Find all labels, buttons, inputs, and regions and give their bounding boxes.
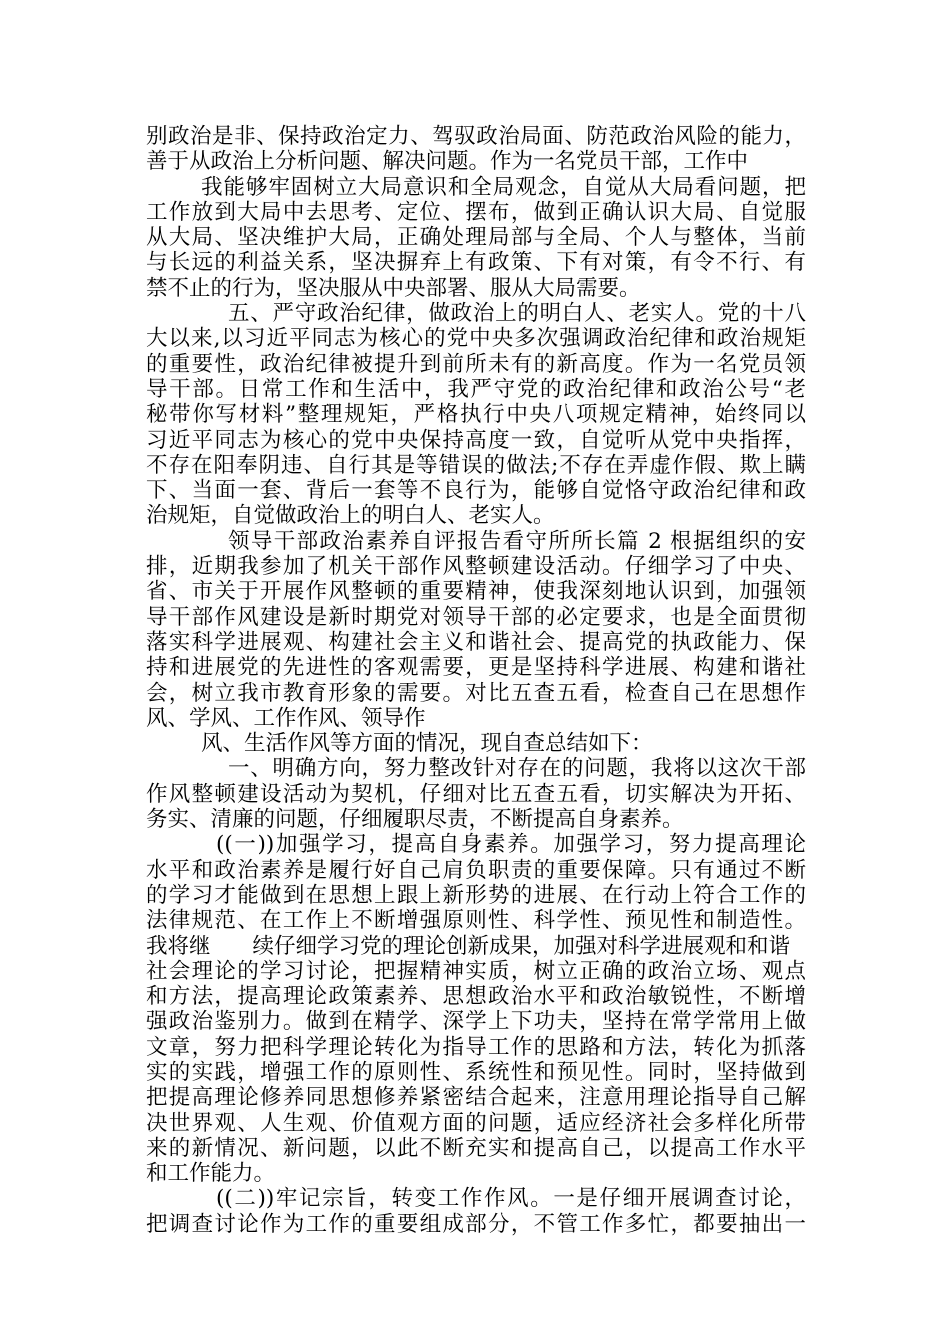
text-line: 务实、清廉的问题，仔细履职尽责，不断提高自身素养。 (146, 807, 684, 833)
text-line: 我能够牢固树立大局意识和全局观念，自觉从大局看问题，把 (201, 174, 806, 200)
text-line: 禁不止的行为，坚决服从中央部署、服从大局需要。 (146, 275, 641, 301)
text-line: 和方法，提高理论政策素养、思想政治水平和政治敏锐性，不断增 (146, 984, 806, 1010)
text-line: 文章，努力把科学理论转化为指导工作的思路和方法，转化为抓落 (146, 1034, 806, 1060)
text-line: ((一))加强学习，提高自身素养。加强学习，努力提高理论 (216, 832, 806, 858)
text-line: 和工作能力。 (146, 1161, 276, 1187)
text-line: 的学习才能做到在思想上跟上新形势的进展、在行动上符合工作的 (146, 882, 806, 908)
text-line: 善于从政治上分析问题、解决问题。作为一名党员干部，工作中 (146, 149, 749, 175)
text-line: 习近平同志为核心的党中央保持高度一致，自觉听从党中央指挥， (146, 427, 806, 453)
text-line: 法律规范、在工作上不断增强原则性、科学性、预见性和制造性。 (146, 908, 806, 934)
text-line: 落实科学进展观、构建社会主义和谐社会、提高党的执政能力、保 (146, 629, 806, 655)
text-line: 工作放到大局中去思考、定位、摆布，做到正确认识大局、自觉服 (146, 199, 806, 225)
text-line: 秘带你写材料”整理规矩，严格执行中央八项规定精神，始终同以 (146, 402, 806, 428)
text-line: 省、市关于开展作风整顿的重要精神，使我深刻地认识到，加强领 (146, 579, 806, 605)
text-line: 强政治鉴别力。做到在精学、深学上下功夫，坚持在常学常用上做 (146, 1009, 806, 1035)
text-line: 与长远的利益关系，坚决摒弃上有政策、下有对策，有令不行、有 (146, 250, 806, 276)
text-line: 治规矩，自觉做政治上的明白人、老实人。 (146, 503, 555, 529)
text-line: 不存在阳奉阴违、自行其是等错误的做法;不存在弄虚作假、欺上瞒 (146, 452, 806, 478)
text-line: 决世界观、人生观、价值观方面的问题，适应经济社会多样化所带 (146, 1110, 806, 1136)
text-line: 别政治是非、保持政治定力、驾驭政治局面、防范政治风险的能力， (146, 124, 806, 149)
text-line: 五、严守政治纪律，做政治上的明白人、老实人。党的十八 (228, 301, 806, 327)
document-body (146, 124, 806, 1237)
text-line: 来的新情况、新问题，以此不断充实和提高自己，以提高工作水平 (146, 1135, 806, 1161)
text-line: 把提高理论修养同思想修养紧密结合起来，注意用理论指导自己解 (146, 1085, 806, 1111)
text-line: 风、生活作风等方面的情况，现自查总结如下： (201, 731, 653, 757)
text-line: 实的实践，增强工作的原则性、系统性和预见性。同时，坚持做到 (146, 1059, 806, 1085)
text-line: 排，近期我参加了机关干部作风整顿建设活动。仔细学习了中央、 (146, 554, 806, 580)
text-line: 一、明确方向，努力整改针对存在的问题，我将以这次干部 (228, 756, 806, 782)
text-fragment: 我将继 (146, 933, 211, 959)
text-line: 水平和政治素养是履行好自己肩负职责的重要保障。只有通过不断 (146, 857, 806, 883)
text-line: 作风整顿建设活动为契机，仔细对比五查五看，切实解决为开拓、 (146, 781, 806, 807)
text-line: 社会理论的学习讨论，把握精神实质，树立正确的政治立场、观点 (146, 958, 806, 984)
text-line: 持和进展党的先进性的客观需要，更是坚持科学进展、构建和谐社 (146, 655, 806, 681)
text-line: 下、当面一套、背后一套等不良行为，能够自觉恪守政治纪律和政 (146, 478, 806, 504)
text-line: 的重要性，政治纪律被提升到前所未有的新高度。作为一名党员领 (146, 351, 806, 377)
text-line: 会，树立我市教育形象的需要。对比五查五看，检查自己在思想作 (146, 680, 806, 706)
text-line: 领导干部政治素养自评报告看守所所长篇 2 根据组织的安 (228, 528, 806, 554)
text-line: ((二))牢记宗旨，转变工作作风。一是仔细开展调查讨论， (216, 1186, 806, 1212)
text-line (146, 934, 806, 959)
text-line: 从大局、坚决维护大局，正确处理局部与全局、个人与整体，当前 (146, 225, 806, 251)
text-line: 大以来,以习近平同志为核心的党中央多次强调政治纪律和政治规矩 (146, 326, 806, 352)
text-fragment: 续仔细学习党的理论创新成果，加强对科学进展观和和谐 (252, 933, 791, 959)
text-line: 导干部作风建设是新时期党对领导干部的必定要求，也是全面贯彻 (146, 604, 806, 630)
text-line: 风、学风、工作作风、领导作 (146, 705, 426, 731)
text-line: 把调查讨论作为工作的重要组成部分，不管工作多忙，都要抽出一 (146, 1211, 806, 1237)
text-line: 导干部。日常工作和生活中，我严守党的政治纪律和政治公号“老 (146, 376, 806, 402)
